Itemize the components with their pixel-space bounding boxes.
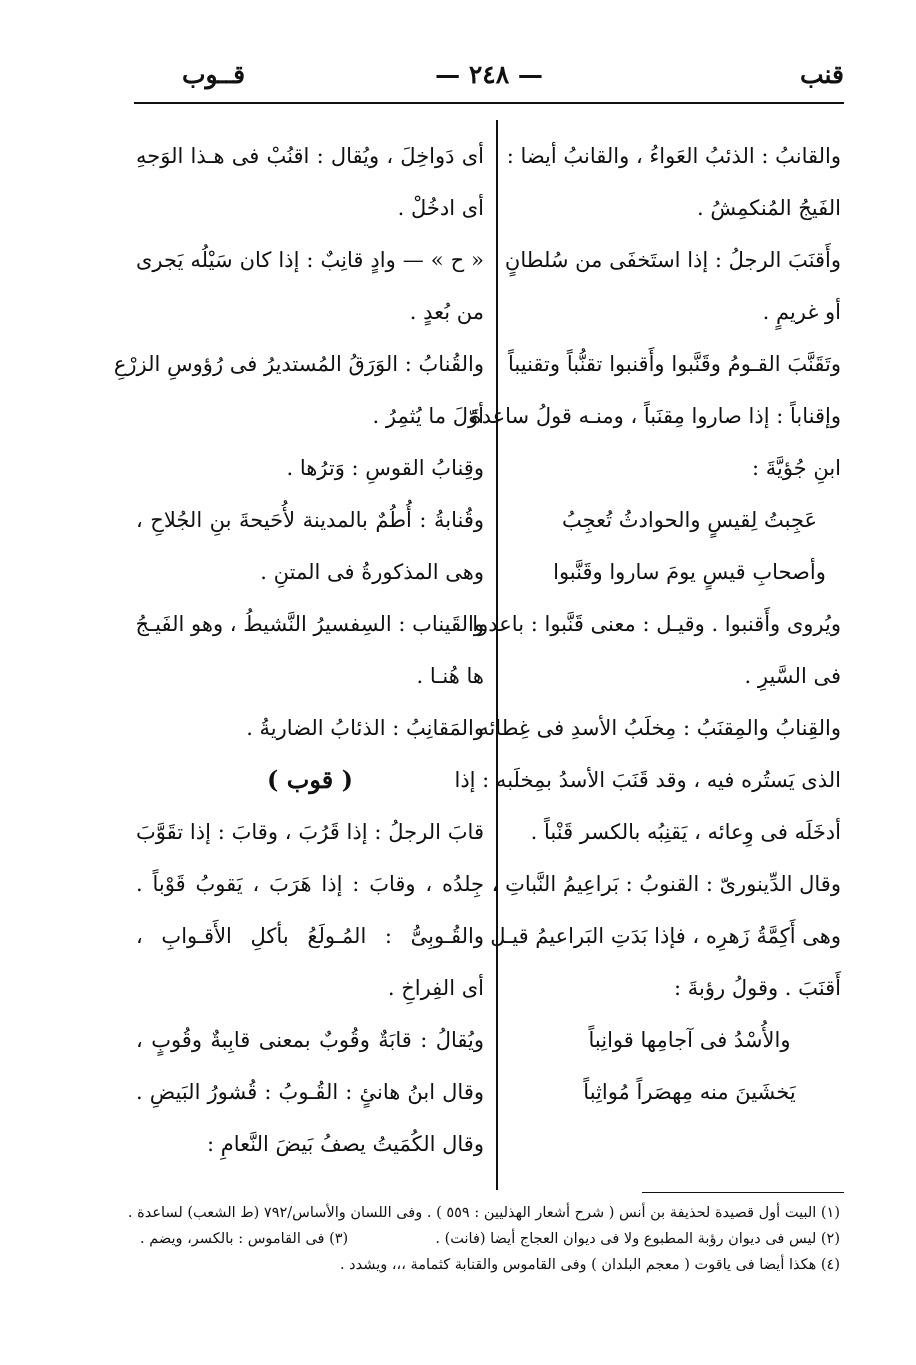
text-line: قابَ الرجلُ : إذا قَرُبَ ، وقابَ : إذا تقَوَّبَ [136, 820, 484, 844]
text-line: والمَقانِبُ : الذئابُ الضاريةُ . [246, 716, 484, 740]
running-head-left: قــوب [182, 60, 246, 89]
text-line: وقال الكُمَيتُ يصفُ بَيضَ النَّعامِ : [206, 1132, 484, 1156]
text-line: أدخَلَه فى وِعائه ، يَقنِبُه بالكسر قَنْباً . [530, 820, 841, 844]
verse-line: والأُسْدُ فى آجامِها قوانِباً [588, 1028, 791, 1052]
verse-line: عَجِبتُ لِقيسٍ والحوادثُ تُعجِبُ [561, 508, 818, 532]
footnote: (٢) ليس فى ديوان رؤبة المطبوع ولا فى ديوان العجاج أيضا (فانت) . [435, 1231, 840, 1247]
section-heading: ( قوب ) [267, 765, 353, 794]
text-line: الفَيجُ المُنكمِشُ . [697, 196, 841, 220]
text-line: ها هُنـا . [416, 664, 484, 688]
text-line: « ح » — وادٍ قانِبٌ : إذا كان سَيْلُه يَجرى [136, 248, 484, 272]
text-line: أى ادخُلْ . [397, 196, 484, 220]
verse-line: يَخشَينَ منه مِهصَراً مُواثِباً [583, 1080, 796, 1104]
text-line: من بُعدٍ . [409, 300, 484, 324]
running-head-right: قنب [799, 60, 844, 89]
footnote-rule [642, 1192, 844, 1193]
text-line: أوّلَ ما يُثمِرُ . [372, 404, 484, 428]
text-line: ويُقالُ : قابَةٌ وقُوبٌ بمعنى قابِبةٌ وقُوبٍ ، [136, 1028, 484, 1052]
text-line: والقُنابُ : الوَرَقُ المُستديرُ فى رُؤوسِ الزرْعِ [113, 352, 484, 376]
text-line: وإقناباً : إذا صاروا مِقنَباً ، ومنـه قولُ ساعدةَ [470, 404, 841, 428]
text-line: والقَيناب : السِفسيرُ النَّشيطُ ، وهو الفَيـجُ [135, 612, 484, 636]
header-rule [134, 102, 844, 104]
footnote: (٤) هكذا أيضا فى ياقوت ( معجم البلدان ) وفى القاموس والقنابة كثمامة ،،، ويشدد . [339, 1257, 840, 1273]
text-line: والقانبُ : الذئبُ العَواءُ ، والقانبُ أيضا : [506, 144, 841, 168]
footnote: (١) البيت أول قصيدة لحذيفة بن أنس ( شرح أشعار الهذليين : ٥٥٩ ) . وفى اللسان والأساس/٧٩٢ (ط الشعب) لساعدة . [127, 1205, 840, 1221]
column-divider [496, 120, 498, 1190]
text-line: وهى المذكورةُ فى المتنِ . [260, 560, 484, 584]
text-line: وقِنابُ القوسِ : وَترُها . [286, 456, 484, 480]
footnotes [127, 1200, 840, 1278]
right-column [454, 130, 841, 1118]
text-line: الذى يَستُره فيه ، وقد قَنَبَ الأسدُ بمِخلَبه : إذا [454, 768, 841, 792]
text-line: ابنِ جُؤيَّةَ : [751, 456, 841, 480]
text-line: أى دَواخِلَ ، ويُقال : اقنُبْ فى هـذا الوَجهِ [136, 144, 484, 168]
text-line: وتَقَنَّبَ القـومُ وقَنَّبوا وأَقنبوا تقنُّباً وتقنيباً [508, 352, 841, 376]
text-line: وقُنابةُ : أُطُمٌ بالمدينة لأُحَيحةَ بنِ الجُلاحِ ، [136, 508, 484, 532]
text-line: وقال الدِّينورىّ : القنوبُ : بَراعِيمُ النَّباتِ ، [491, 872, 841, 896]
text-line: أى الفِراخِ . [387, 976, 484, 1000]
text-line: والقُـوبِىُّ : المُـولَعُ بأكلِ الأَقـوابِ ، [136, 924, 484, 948]
page-header [134, 60, 844, 100]
text-line: وهى أَكِمَّةُ زَهرِه ، فإذا بَدَتِ البَراعيمُ قيـل [490, 924, 841, 948]
text-line: وقال ابنُ هانئٍ : القُـوبُ : قُشورُ البَيضِ . [136, 1080, 484, 1104]
text-line: أو غريمٍ . [762, 300, 841, 324]
left-column [113, 130, 484, 1170]
text-line: أَقنَبَ . وقولُ رؤبةَ : [674, 976, 841, 1000]
text-line: جِلدُه ، وقابَ : إذا هَرَبَ ، يَقوبُ قَوْباً . [136, 872, 484, 896]
page-number: — ٢٤٨ — [435, 60, 543, 89]
text-line: والقِنابُ والمِقنَبُ : مِخلَبُ الأسدِ فى غِطائه [478, 716, 841, 740]
text-line: ويُروى وأَقنبوا . وقيـل : معنى قَنَّبوا : باعدوا [472, 612, 841, 636]
verse-line: وأصحابِ قيسٍ يومَ ساروا وقَنَّبوا [553, 560, 826, 584]
footnote-row [140, 1226, 840, 1252]
text-line: وأَقنَبَ الرجلُ : إذا استَخفَى من سُلطانٍ [504, 248, 841, 272]
footnote: (٣) فى القاموس : بالكسر، ويضم . [140, 1231, 349, 1247]
text-line: فى السَّيرِ . [744, 664, 841, 688]
